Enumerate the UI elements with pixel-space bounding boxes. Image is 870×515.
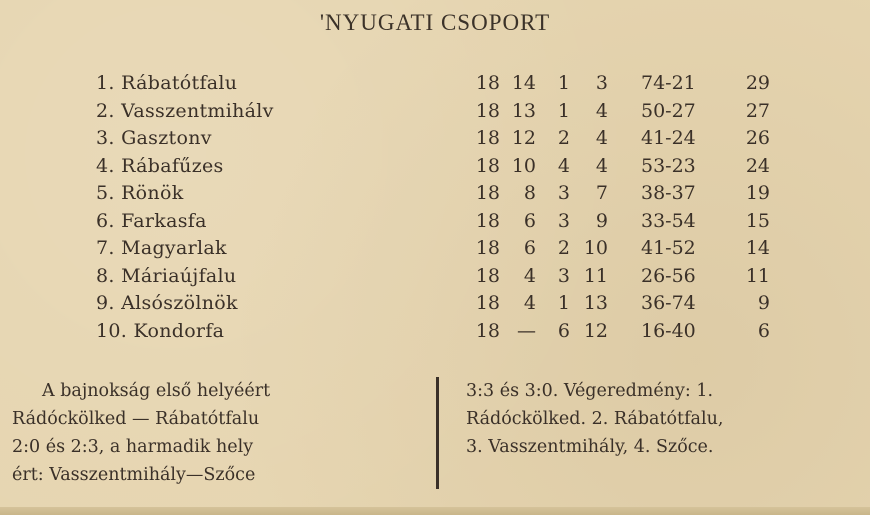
lost-cell: 10 [583,237,608,259]
points-cell: 6 [757,319,770,342]
goals-cell: 26-56 [641,264,696,287]
points-cell: 26 [745,127,770,149]
won-cell: 13 [511,99,536,122]
note-line: ért: Vasszentmihály—Szőce [12,465,256,485]
table-row [96,235,796,263]
goals-cell: 33-54 [641,209,696,232]
played-cell: 18 [475,209,500,232]
lost-cell: 4 [595,127,608,149]
lost-cell: 4 [595,154,608,177]
won-cell: 6 [523,237,536,259]
note-line: Rádóckölked. 2. Rábatótfalu, [466,409,724,429]
goals-cell: 74-21 [641,72,696,94]
team-cell: 8. Máriaújfalu [96,264,237,287]
page-edge [0,507,870,515]
won-cell: 14 [511,72,536,94]
points-cell: 27 [745,99,770,122]
team-cell: 2. Vasszentmihálv [96,99,274,122]
note-line: A bajnokság első helyéért [42,381,271,401]
drawn-cell: 1 [557,99,570,122]
played-cell: 18 [475,237,500,259]
played-cell: 18 [475,154,500,177]
team-cell: 4. Rábafűzes [96,154,224,177]
note-line: Rádóckölked — Rábatótfalu [12,409,260,429]
goals-cell: 50-27 [641,99,696,122]
lost-cell: 11 [583,264,608,287]
section-title: 'NYUGATI CSOPORT [319,10,551,35]
points-cell: 14 [745,237,770,259]
playoff-note [0,377,870,507]
won-cell: 6 [523,209,536,232]
goals-cell: 16-40 [641,319,696,342]
lost-cell: 12 [583,319,608,342]
won-cell: 12 [511,127,536,149]
drawn-cell: 1 [557,72,570,94]
lost-cell: 4 [595,99,608,122]
won-cell: — [517,319,536,342]
points-cell: 29 [745,72,770,94]
drawn-cell: 1 [557,292,570,314]
lost-cell: 9 [595,209,608,232]
goals-cell: 41-24 [641,127,696,149]
points-cell: 24 [745,154,770,177]
team-cell: 3. Gasztonv [96,127,212,149]
points-cell: 15 [745,209,770,232]
points-cell: 19 [745,182,770,204]
team-cell: 9. Alsószölnök [96,292,238,314]
note-line: 2:0 és 2:3, a harmadik hely [12,437,254,457]
drawn-cell: 3 [557,209,570,232]
played-cell: 18 [475,319,500,342]
table-row [96,263,796,291]
table-row [96,180,796,208]
table-row [96,125,796,153]
table-row [96,70,796,98]
team-cell: 5. Rönök [96,182,184,204]
table-row [96,98,796,126]
standings-table [96,70,796,345]
table-row [96,208,796,236]
team-cell: 1. Rábatótfalu [96,72,238,94]
played-cell: 18 [475,292,500,314]
table-row [96,290,796,318]
drawn-cell: 6 [557,319,570,342]
points-cell: 11 [745,264,770,287]
goals-cell: 53-23 [641,154,696,177]
played-cell: 18 [475,99,500,122]
team-cell: 10. Kondorfa [96,319,225,342]
goals-cell: 36-74 [641,292,696,314]
drawn-cell: 2 [557,127,570,149]
played-cell: 18 [475,182,500,204]
team-cell: 7. Magyarlak [96,237,227,259]
table-row [96,153,796,181]
team-cell: 6. Farkasfa [96,209,207,232]
won-cell: 4 [523,264,536,287]
drawn-cell: 2 [557,237,570,259]
note-line: 3. Vasszentmihály, 4. Szőce. [466,437,714,457]
goals-cell: 41-52 [641,237,696,259]
lost-cell: 7 [595,182,608,204]
won-cell: 4 [523,292,536,314]
lost-cell: 13 [583,292,608,314]
note-line: 3:3 és 3:0. Végeredmény: 1. [466,381,714,401]
note-right-column [466,377,866,461]
played-cell: 18 [475,72,500,94]
drawn-cell: 4 [557,154,570,177]
lost-cell: 3 [595,72,608,94]
drawn-cell: 3 [557,182,570,204]
table-row [96,318,796,346]
won-cell: 10 [511,154,536,177]
note-left-column [12,377,420,489]
goals-cell: 38-37 [641,182,696,204]
won-cell: 8 [523,182,536,204]
column-divider [436,377,439,489]
played-cell: 18 [475,264,500,287]
drawn-cell: 3 [557,264,570,287]
points-cell: 9 [757,292,770,314]
played-cell: 18 [475,127,500,149]
